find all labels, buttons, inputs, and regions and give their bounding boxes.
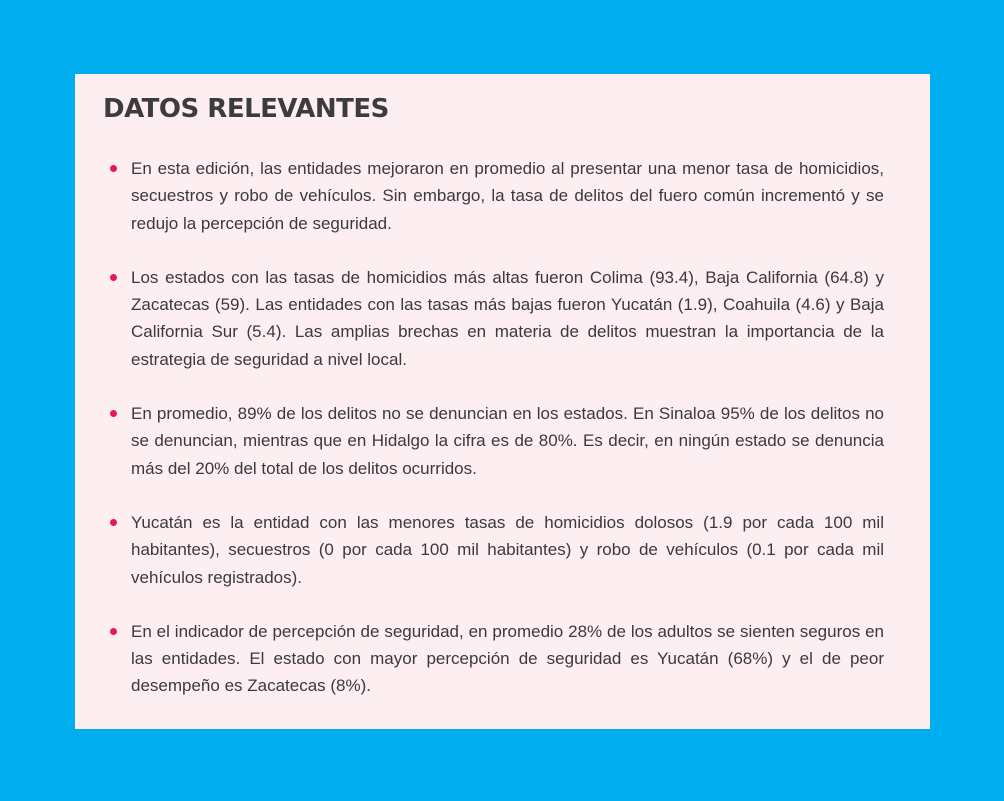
bullet-dot-icon: [110, 274, 117, 281]
bullet-dot-icon: [110, 410, 117, 417]
bullet-item: [103, 155, 884, 237]
info-card: [75, 74, 930, 729]
bullet-item: [103, 400, 884, 482]
bullet-item: [103, 509, 884, 591]
bullet-text: Yucatán es la entidad con las menores tasas de homicidios dolosos (1.9 por cada 100 mil habitantes), secuestros (0 por cada 100 mil habitantes) y robo de vehículos (0.1 por cada mil vehículos registrados).: [131, 512, 884, 587]
bullet-text: Los estados con las tasas de homicidios más altas fueron Colima (93.4), Baja California (64.8) y Zacatecas (59). Las entidades con las tasas más bajas fueron Yucatán (1.9), Coahuila (4.6) y Baja California Sur (5.4). Las amplias brechas en materia de delitos muestran la importancia de la estrategia de seguridad a nivel local.: [131, 267, 884, 369]
bullet-item: [103, 264, 884, 373]
bullet-item: [103, 618, 884, 700]
bullet-text: En esta edición, las entidades mejoraron en promedio al presentar una menor tasa de homicidios, secuestros y robo de vehículos. Sin embargo, la tasa de delitos del fuero común incrementó y se redujo la percepción de seguridad.: [131, 159, 884, 233]
bullet-dot-icon: [110, 519, 117, 526]
bullet-dot-icon: [110, 628, 117, 635]
bullet-text: En promedio, 89% de los delitos no se denuncian en los estados. En Sinaloa 95% de los delitos no se denuncian, mientras que en Hidalgo la cifra es de 80%. Es decir, en ningún estado se denuncia más del 20% del total de los delitos ocurridos.: [131, 404, 884, 478]
card-title: DATOS RELEVANTES: [103, 94, 389, 124]
bullet-dot-icon: [110, 165, 117, 172]
bullet-list: [103, 155, 884, 700]
bullet-text: En el indicador de percepción de seguridad, en promedio 28% de los adultos se sienten seguros en las entidades. El estado con mayor percepción de seguridad es Yucatán (68%) y el de peor desempeño es Zacatecas (8%).: [131, 621, 884, 696]
